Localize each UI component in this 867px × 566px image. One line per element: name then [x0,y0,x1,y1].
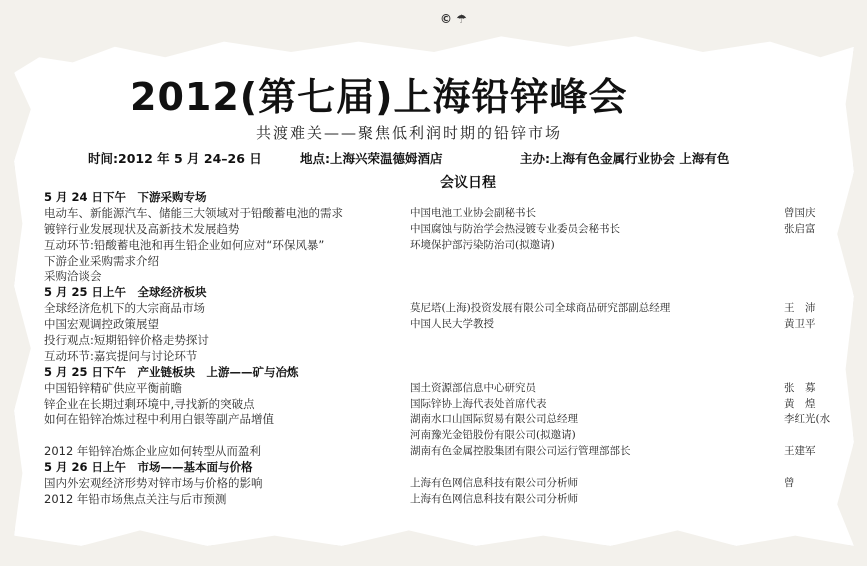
event-time: 时间:2012 年 5 月 24–26 日 [88,151,262,166]
agenda-topic: 如何在铅锌冶炼过程中利用白银等副产品增值 [44,412,274,427]
speaker-organization: 国土资源部信息中心研究员 [410,381,536,394]
agenda-item [44,238,824,254]
agenda-heading: 会议日程 [440,175,496,191]
agenda-session-header [44,365,824,381]
speaker-organization: 莫尼塔(上海)投资发展有限公司全球商品研究部副总经理 [410,302,671,315]
event-info-bar [88,149,823,167]
speaker-name: 王建军 [784,445,816,458]
agenda-topic: 中国铅锌精矿供应平衡前瞻 [44,380,182,395]
agenda-topic: 电动车、新能源汽车、储能三大领域对于铅酸蓄电池的需求 [44,205,343,220]
event-venue: 地点:上海兴荣温德姆酒店 [300,151,443,166]
agenda-topic: 下游企业采购需求介绍 [44,253,159,268]
cropped-header-fragment: ©☂ [440,12,471,26]
agenda-session-header [44,460,824,476]
agenda-item [44,412,831,428]
speaker-organization: 中国人民大学教授 [410,318,494,331]
speaker-name: 张 募 [784,381,816,394]
speaker-organization: 环境保护部污染防治司(拟邀请) [410,238,555,251]
speaker-name: 王 沛 [784,302,816,315]
agenda-topic: 国内外宏观经济形势对锌市场与价格的影响 [44,476,263,491]
speaker-organization: 河南豫光金铅股份有限公司(拟邀请) [410,429,576,442]
agenda-topic: 锌企业在长期过剩环境中,寻找新的突破点 [44,396,255,411]
agenda-item [44,492,824,508]
agenda-topic: 5 月 26 日上午 市场——基本面与价格 [44,460,253,475]
agenda-topic: 全球经济危机下的大宗商品市场 [44,301,205,316]
speaker-organization: 中国电池工业协会副秘书长 [410,206,536,219]
agenda-item [44,301,824,317]
speaker-name: 黄 煌 [784,397,816,410]
page-title: 2012(第七届)上海铅锌峰会 [130,75,628,119]
agenda-topic: 互动环节:嘉宾提问与讨论环节 [44,348,198,363]
agenda-topic: 5 月 25 日下午 产业链板块 上游——矿与冶炼 [44,364,299,379]
agenda-topic: 5 月 24 日下午 下游采购专场 [44,190,207,204]
agenda-topic: 中国宏观调控政策展望 [44,317,159,332]
agenda-item [44,349,824,365]
agenda-topic: 镀锌行业发展现状及高新技术发展趋势 [44,221,240,236]
speaker-organization: 中国腐蚀与防治学会热浸镀专业委员会秘书长 [410,222,620,235]
agenda-item [44,206,824,222]
agenda-topic: 投行观点:短期铅锌价格走势探讨 [44,333,209,348]
agenda-item [44,397,824,413]
speaker-name: 张启富 [784,222,816,235]
agenda-item [44,381,824,397]
speaker-organization: 上海有色网信息科技有限公司分析师 [410,477,578,490]
agenda-item [44,317,824,333]
agenda-item [44,476,824,492]
speaker-name: 李红光(水 [784,413,831,426]
agenda-topic: 2012 年铅锌冶炼企业应如何转型从而盈利 [44,444,261,459]
event-host: 主办:上海有色金属行业协会 上海有色 [520,151,730,166]
agenda-topic: 5 月 25 日上午 全球经济板块 [44,285,207,300]
agenda-item [44,222,824,238]
agenda-topic: 2012 年铅市场焦点关注与后市预测 [44,491,227,506]
speaker-organization: 湖南水口山国际贸易有限公司总经理 [410,413,578,426]
agenda-session-header [44,285,824,301]
speaker-organization: 湖南有色金属控股集团有限公司运行管理部部长 [410,445,631,458]
agenda-item [44,254,824,270]
speaker-name: 黄卫平 [784,318,816,331]
agenda-topic: 互动环节:铅酸蓄电池和再生铅企业如何应对“环保风暴” [44,237,325,252]
agenda-item [44,428,824,444]
speaker-name: 曾 [784,477,795,490]
agenda-list [44,190,831,508]
agenda-topic: 采购洽谈会 [44,269,102,284]
agenda-item [44,444,824,460]
agenda-item [44,269,824,285]
subtitle: 共渡难关——聚焦低利润时期的铅锌市场 [256,124,563,142]
speaker-organization: 国际锌协上海代表处首席代表 [410,397,547,410]
speaker-name: 曾国庆 [784,206,816,219]
speaker-organization: 上海有色网信息科技有限公司分析师 [410,492,578,505]
agenda-item [44,333,824,349]
agenda-session-header [44,190,824,206]
